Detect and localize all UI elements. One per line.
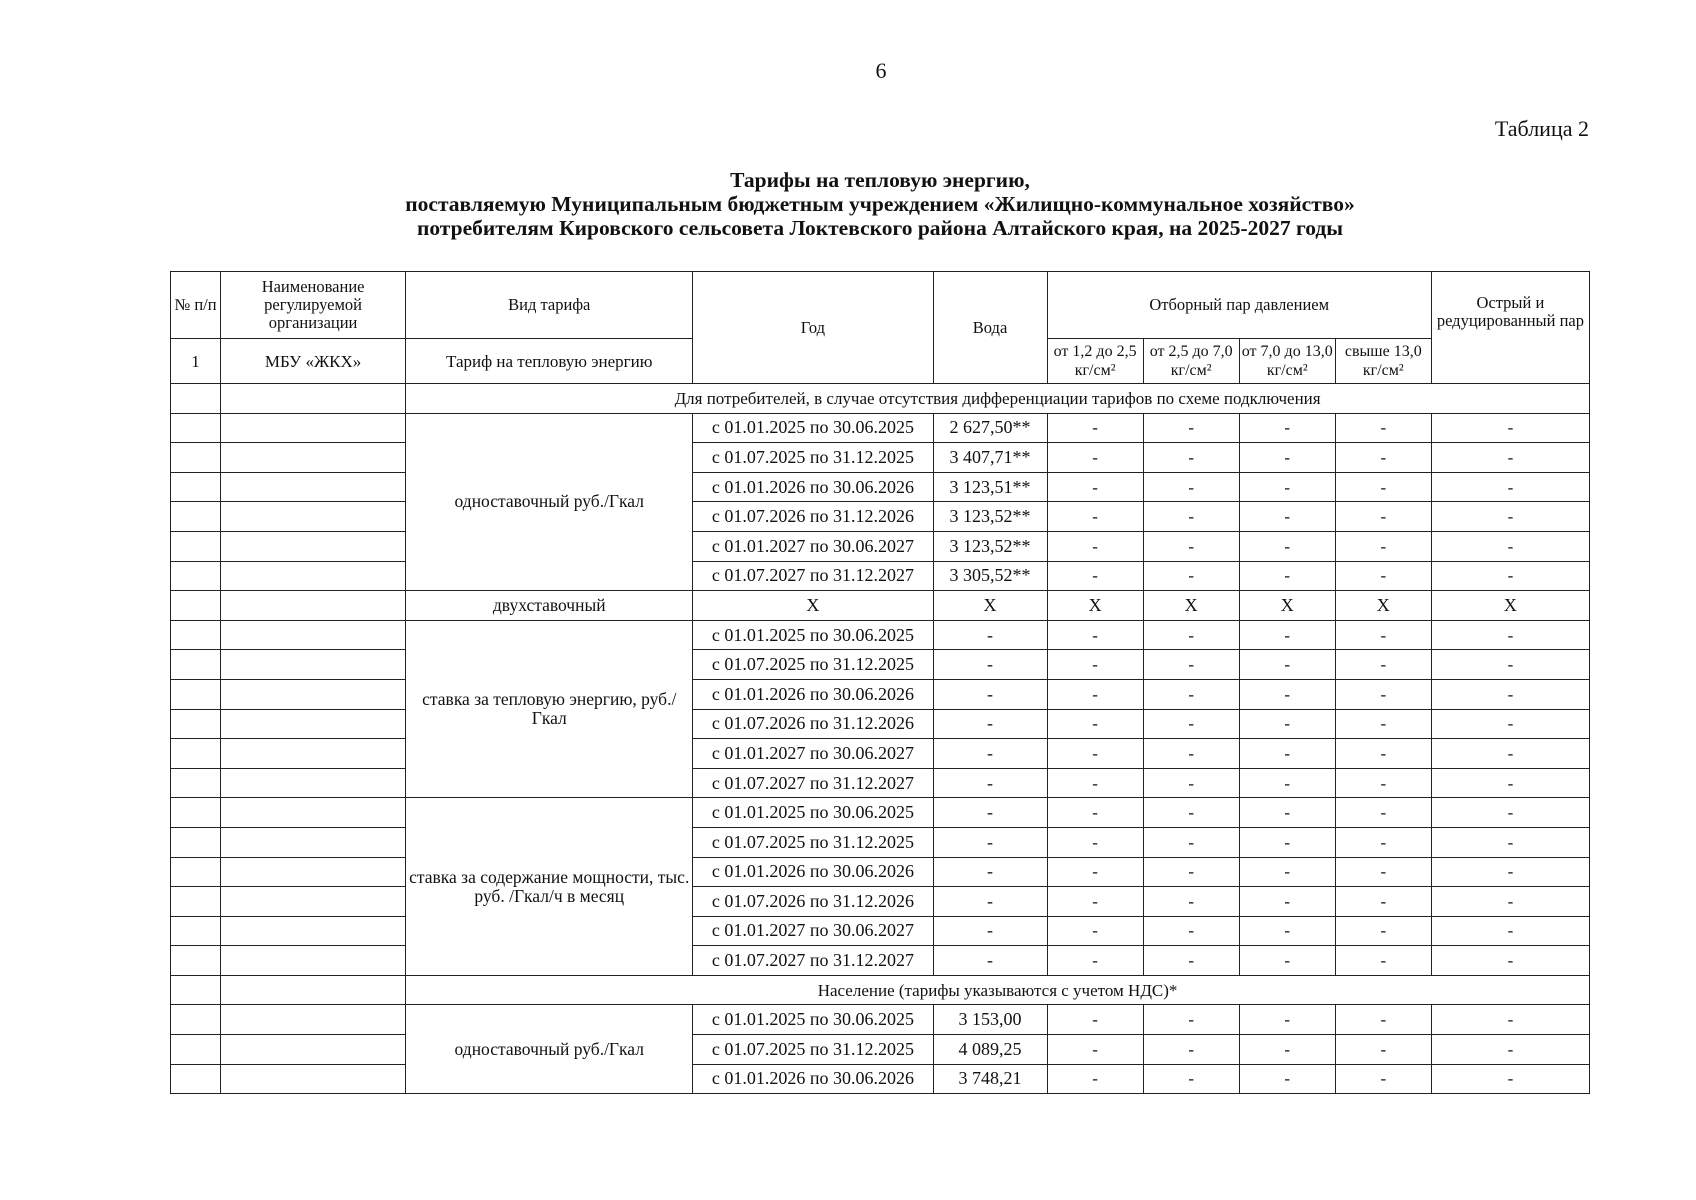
dash-cell: - — [1431, 620, 1589, 650]
dash-cell: - — [1239, 650, 1335, 680]
header-num: № п/п — [171, 272, 221, 339]
dash-cell: - — [1143, 443, 1239, 473]
empty-num-cell — [171, 650, 221, 680]
period-cell: с 01.07.2025 по 31.12.2025 — [693, 1035, 933, 1065]
water-value: 3 123,52** — [933, 502, 1047, 532]
table-row — [171, 531, 1590, 561]
dash-cell: - — [1143, 709, 1239, 739]
water-value: - — [933, 650, 1047, 680]
energy-rate-label: ставка за тепловую энергию, руб./Гкал — [406, 620, 693, 798]
dash-cell: - — [1143, 679, 1239, 709]
dash-cell: - — [1047, 413, 1143, 443]
water-value: - — [933, 620, 1047, 650]
table-row — [171, 443, 1590, 473]
dash-cell: - — [1335, 620, 1431, 650]
water-value: - — [933, 916, 1047, 946]
empty-num-cell — [171, 531, 221, 561]
dash-cell: - — [1335, 561, 1431, 591]
empty-org-cell — [221, 768, 406, 798]
dash-cell: - — [1239, 472, 1335, 502]
table-row — [171, 857, 1590, 887]
period-cell: с 01.07.2027 по 31.12.2027 — [693, 561, 933, 591]
dash-cell: - — [1335, 709, 1431, 739]
dash-cell: - — [1431, 739, 1589, 769]
table-row — [171, 739, 1590, 769]
dash-cell: - — [1047, 679, 1143, 709]
dash-cell: - — [1239, 887, 1335, 917]
water-value: 3 305,52** — [933, 561, 1047, 591]
empty-num-cell — [171, 384, 221, 414]
empty-num-cell — [171, 443, 221, 473]
empty-num-cell — [171, 916, 221, 946]
dash-cell: - — [1335, 1005, 1431, 1035]
dash-cell: - — [1047, 443, 1143, 473]
dash-cell: - — [1143, 472, 1239, 502]
dash-cell: - — [1047, 798, 1143, 828]
empty-num-cell — [171, 679, 221, 709]
dash-cell: - — [1239, 1035, 1335, 1065]
dash-cell: - — [1335, 679, 1431, 709]
empty-num-cell — [171, 975, 221, 1005]
header-pressure-2: от 2,5 до 7,0 кг/см² — [1143, 339, 1239, 384]
dash-cell: - — [1431, 946, 1589, 976]
org-num: 1 — [171, 339, 221, 384]
water-value: - — [933, 887, 1047, 917]
dash-cell: - — [1335, 798, 1431, 828]
dash-cell: - — [1431, 768, 1589, 798]
header-water: Вода — [933, 272, 1047, 384]
dash-cell: - — [1047, 502, 1143, 532]
dash-cell: - — [1431, 1035, 1589, 1065]
empty-org-cell — [221, 679, 406, 709]
empty-org-cell — [221, 975, 406, 1005]
section-title: Для потребителей, в случае отсутствия дифференциации тарифов по схеме подключения — [406, 384, 1590, 414]
empty-org-cell — [221, 946, 406, 976]
org-tariff: Тариф на тепловую энергию — [406, 339, 693, 384]
dash-cell: - — [1239, 679, 1335, 709]
empty-org-cell — [221, 709, 406, 739]
dash-cell: - — [1239, 1005, 1335, 1035]
dash-cell: - — [1047, 1035, 1143, 1065]
dash-cell: - — [1143, 561, 1239, 591]
empty-num-cell — [171, 709, 221, 739]
empty-org-cell — [221, 413, 406, 443]
dash-cell: - — [1143, 798, 1239, 828]
capacity-rate-label: ставка за содержание мощности, тыс. руб. /Гкал/ч в месяц — [406, 798, 693, 976]
empty-num-cell — [171, 798, 221, 828]
document-title — [130, 168, 1630, 240]
table-row — [171, 827, 1590, 857]
dash-cell: - — [1239, 443, 1335, 473]
table-label: Таблица 2 — [1494, 116, 1589, 141]
empty-org-cell — [221, 620, 406, 650]
dash-cell: - — [1143, 1035, 1239, 1065]
empty-num-cell — [171, 739, 221, 769]
water-value: - — [933, 768, 1047, 798]
water-value: 3 123,52** — [933, 531, 1047, 561]
empty-org-cell — [221, 443, 406, 473]
empty-num-cell — [171, 561, 221, 591]
dash-cell: - — [1431, 443, 1589, 473]
empty-org-cell — [221, 916, 406, 946]
empty-org-cell — [221, 739, 406, 769]
period-cell: с 01.01.2025 по 30.06.2025 — [693, 620, 933, 650]
water-value: - — [933, 679, 1047, 709]
dash-cell: - — [1239, 946, 1335, 976]
dash-cell: - — [1431, 472, 1589, 502]
dash-cell: - — [1047, 709, 1143, 739]
dash-cell: - — [1239, 413, 1335, 443]
dash-cell: - — [1239, 620, 1335, 650]
dash-cell: - — [1047, 620, 1143, 650]
title-line-3: потребителям Кировского сельсовета Локтевского района Алтайского края, на 2025-2027 годы — [416, 216, 1344, 240]
header-year: Год — [693, 272, 933, 384]
period-cell: с 01.07.2026 по 31.12.2026 — [693, 887, 933, 917]
tariff-table — [170, 271, 1590, 1094]
empty-num-cell — [171, 1005, 221, 1035]
page-number: 6 — [875, 58, 887, 83]
water-value: - — [933, 946, 1047, 976]
empty-num-cell — [171, 1064, 221, 1094]
empty-num-cell — [171, 620, 221, 650]
table-body — [171, 384, 1590, 1094]
table-row — [171, 887, 1590, 917]
dash-cell: - — [1143, 946, 1239, 976]
water-value: - — [933, 798, 1047, 828]
period-cell: с 01.01.2027 по 30.06.2027 — [693, 916, 933, 946]
title-line-2: поставляемую Муниципальным бюджетным учреждением «Жилищно-коммунальное хозяйство» — [405, 192, 1355, 216]
two-rate-label: двухставочный — [406, 591, 693, 621]
two-rate-row — [171, 591, 1590, 621]
empty-num-cell — [171, 1035, 221, 1065]
dash-cell: - — [1143, 413, 1239, 443]
x-cell: X — [1047, 591, 1143, 621]
dash-cell: - — [1239, 827, 1335, 857]
period-cell: с 01.07.2025 по 31.12.2025 — [693, 443, 933, 473]
empty-org-cell — [221, 887, 406, 917]
dash-cell: - — [1143, 768, 1239, 798]
empty-org-cell — [221, 857, 406, 887]
table-row — [171, 916, 1590, 946]
dash-cell: - — [1047, 1064, 1143, 1094]
dash-cell: - — [1047, 887, 1143, 917]
dash-cell: - — [1335, 887, 1431, 917]
table-row — [171, 561, 1590, 591]
empty-org-cell — [221, 650, 406, 680]
dash-cell: - — [1143, 650, 1239, 680]
x-cell: X — [1143, 591, 1239, 621]
header-pressure-3: от 7,0 до 13,0 кг/см² — [1239, 339, 1335, 384]
dash-cell: - — [1239, 1064, 1335, 1094]
dash-cell: - — [1431, 887, 1589, 917]
empty-org-cell — [221, 502, 406, 532]
empty-num-cell — [171, 472, 221, 502]
dash-cell: - — [1143, 620, 1239, 650]
dash-cell: - — [1431, 650, 1589, 680]
period-cell: с 01.01.2026 по 30.06.2026 — [693, 679, 933, 709]
dash-cell: - — [1239, 739, 1335, 769]
dash-cell: - — [1239, 857, 1335, 887]
table-row — [171, 620, 1590, 650]
dash-cell: - — [1143, 916, 1239, 946]
dash-cell: - — [1047, 531, 1143, 561]
dash-cell: - — [1335, 916, 1431, 946]
dash-cell: - — [1335, 502, 1431, 532]
dash-cell: - — [1335, 1064, 1431, 1094]
dash-cell: - — [1047, 827, 1143, 857]
dash-cell: - — [1335, 472, 1431, 502]
dash-cell: - — [1047, 561, 1143, 591]
empty-org-cell — [221, 798, 406, 828]
period-cell: с 01.01.2026 по 30.06.2026 — [693, 857, 933, 887]
dash-cell: - — [1047, 857, 1143, 887]
dash-cell: - — [1047, 946, 1143, 976]
header-tariff-type: Вид тарифа — [406, 272, 693, 339]
header-pressure-1: от 1,2 до 2,5 кг/см² — [1047, 339, 1143, 384]
period-cell: с 01.07.2026 по 31.12.2026 — [693, 502, 933, 532]
dash-cell: - — [1335, 413, 1431, 443]
header-steam-group: Отборный пар давлением — [1047, 272, 1431, 339]
water-value: 2 627,50** — [933, 413, 1047, 443]
x-cell: X — [1239, 591, 1335, 621]
period-cell: с 01.01.2025 по 30.06.2025 — [693, 1005, 933, 1035]
title-line-1: Тарифы на тепловую энергию, — [730, 168, 1030, 192]
header-org: Наименование регулируемой организации — [221, 272, 406, 339]
table-row — [171, 1005, 1590, 1035]
dash-cell: - — [1239, 709, 1335, 739]
dash-cell: - — [1431, 531, 1589, 561]
dash-cell: - — [1431, 1064, 1589, 1094]
x-cell: X — [693, 591, 933, 621]
table-row — [171, 1064, 1590, 1094]
dash-cell: - — [1239, 502, 1335, 532]
dash-cell: - — [1431, 857, 1589, 887]
dash-cell: - — [1431, 413, 1589, 443]
dash-cell: - — [1047, 916, 1143, 946]
period-cell: с 01.07.2025 по 31.12.2025 — [693, 650, 933, 680]
dash-cell: - — [1335, 946, 1431, 976]
header-sharp-steam: Острый и редуцированный пар — [1431, 272, 1589, 384]
dash-cell: - — [1047, 650, 1143, 680]
dash-cell: - — [1239, 916, 1335, 946]
dash-cell: - — [1143, 531, 1239, 561]
dash-cell: - — [1335, 1035, 1431, 1065]
dash-cell: - — [1431, 1005, 1589, 1035]
empty-org-cell — [221, 1035, 406, 1065]
dash-cell: - — [1239, 561, 1335, 591]
dash-cell: - — [1239, 768, 1335, 798]
dash-cell: - — [1143, 827, 1239, 857]
empty-num-cell — [171, 502, 221, 532]
period-cell: с 01.01.2027 по 30.06.2027 — [693, 531, 933, 561]
dash-cell: - — [1239, 531, 1335, 561]
empty-org-cell — [221, 1064, 406, 1094]
section-row-consumers — [171, 384, 1590, 414]
empty-num-cell — [171, 887, 221, 917]
water-value: 3 153,00 — [933, 1005, 1047, 1035]
table-row — [171, 650, 1590, 680]
empty-org-cell — [221, 827, 406, 857]
population-one-rate-label: одноставочный руб./Гкал — [406, 1005, 693, 1094]
x-cell: X — [933, 591, 1047, 621]
dash-cell: - — [1335, 739, 1431, 769]
dash-cell: - — [1239, 798, 1335, 828]
dash-cell: - — [1431, 827, 1589, 857]
dash-cell: - — [1047, 739, 1143, 769]
dash-cell: - — [1335, 531, 1431, 561]
dash-cell: - — [1335, 443, 1431, 473]
table-row — [171, 502, 1590, 532]
table-row — [171, 413, 1590, 443]
period-cell: с 01.01.2026 по 30.06.2026 — [693, 472, 933, 502]
x-cell: X — [1335, 591, 1431, 621]
empty-num-cell — [171, 827, 221, 857]
dash-cell: - — [1047, 768, 1143, 798]
dash-cell: - — [1335, 827, 1431, 857]
dash-cell: - — [1431, 679, 1589, 709]
period-cell: с 01.07.2027 по 31.12.2027 — [693, 768, 933, 798]
table-row — [171, 768, 1590, 798]
dash-cell: - — [1143, 857, 1239, 887]
dash-cell: - — [1431, 798, 1589, 828]
dash-cell: - — [1047, 1005, 1143, 1035]
dash-cell: - — [1431, 502, 1589, 532]
dash-cell: - — [1335, 650, 1431, 680]
dash-cell: - — [1431, 916, 1589, 946]
water-value: 3 407,71** — [933, 443, 1047, 473]
period-cell: с 01.01.2025 по 30.06.2025 — [693, 413, 933, 443]
period-cell: с 01.07.2027 по 31.12.2027 — [693, 946, 933, 976]
water-value: 3 123,51** — [933, 472, 1047, 502]
empty-num-cell — [171, 768, 221, 798]
one-rate-label: одноставочный руб./Гкал — [406, 413, 693, 591]
dash-cell: - — [1431, 561, 1589, 591]
dash-cell: - — [1143, 739, 1239, 769]
empty-org-cell — [221, 561, 406, 591]
empty-num-cell — [171, 413, 221, 443]
period-cell: с 01.07.2026 по 31.12.2026 — [693, 709, 933, 739]
org-name: МБУ «ЖКХ» — [221, 339, 406, 384]
header-row-1 — [171, 272, 1590, 339]
empty-num-cell — [171, 946, 221, 976]
period-cell: с 01.01.2026 по 30.06.2026 — [693, 1064, 933, 1094]
water-value: - — [933, 739, 1047, 769]
empty-num-cell — [171, 857, 221, 887]
water-value: 3 748,21 — [933, 1064, 1047, 1094]
empty-org-cell — [221, 384, 406, 414]
water-value: - — [933, 827, 1047, 857]
water-value: - — [933, 857, 1047, 887]
empty-org-cell — [221, 531, 406, 561]
dash-cell: - — [1335, 857, 1431, 887]
empty-num-cell — [171, 591, 221, 621]
dash-cell: - — [1047, 472, 1143, 502]
dash-cell: - — [1431, 709, 1589, 739]
table-row — [171, 798, 1590, 828]
empty-org-cell — [221, 591, 406, 621]
period-cell: с 01.07.2025 по 31.12.2025 — [693, 827, 933, 857]
water-value: 4 089,25 — [933, 1035, 1047, 1065]
water-value: - — [933, 709, 1047, 739]
dash-cell: - — [1143, 1064, 1239, 1094]
period-cell: с 01.01.2025 по 30.06.2025 — [693, 798, 933, 828]
dash-cell: - — [1143, 1005, 1239, 1035]
table-row — [171, 709, 1590, 739]
empty-org-cell — [221, 472, 406, 502]
table-row — [171, 946, 1590, 976]
dash-cell: - — [1335, 768, 1431, 798]
x-cell: X — [1431, 591, 1589, 621]
empty-org-cell — [221, 1005, 406, 1035]
header-pressure-4: свыше 13,0 кг/см² — [1335, 339, 1431, 384]
period-cell: с 01.01.2027 по 30.06.2027 — [693, 739, 933, 769]
table-row — [171, 1035, 1590, 1065]
dash-cell: - — [1143, 887, 1239, 917]
table-row — [171, 679, 1590, 709]
section-row-population — [171, 975, 1590, 1005]
dash-cell: - — [1143, 502, 1239, 532]
section-title: Население (тарифы указываются с учетом НДС)* — [406, 975, 1590, 1005]
table-row — [171, 472, 1590, 502]
